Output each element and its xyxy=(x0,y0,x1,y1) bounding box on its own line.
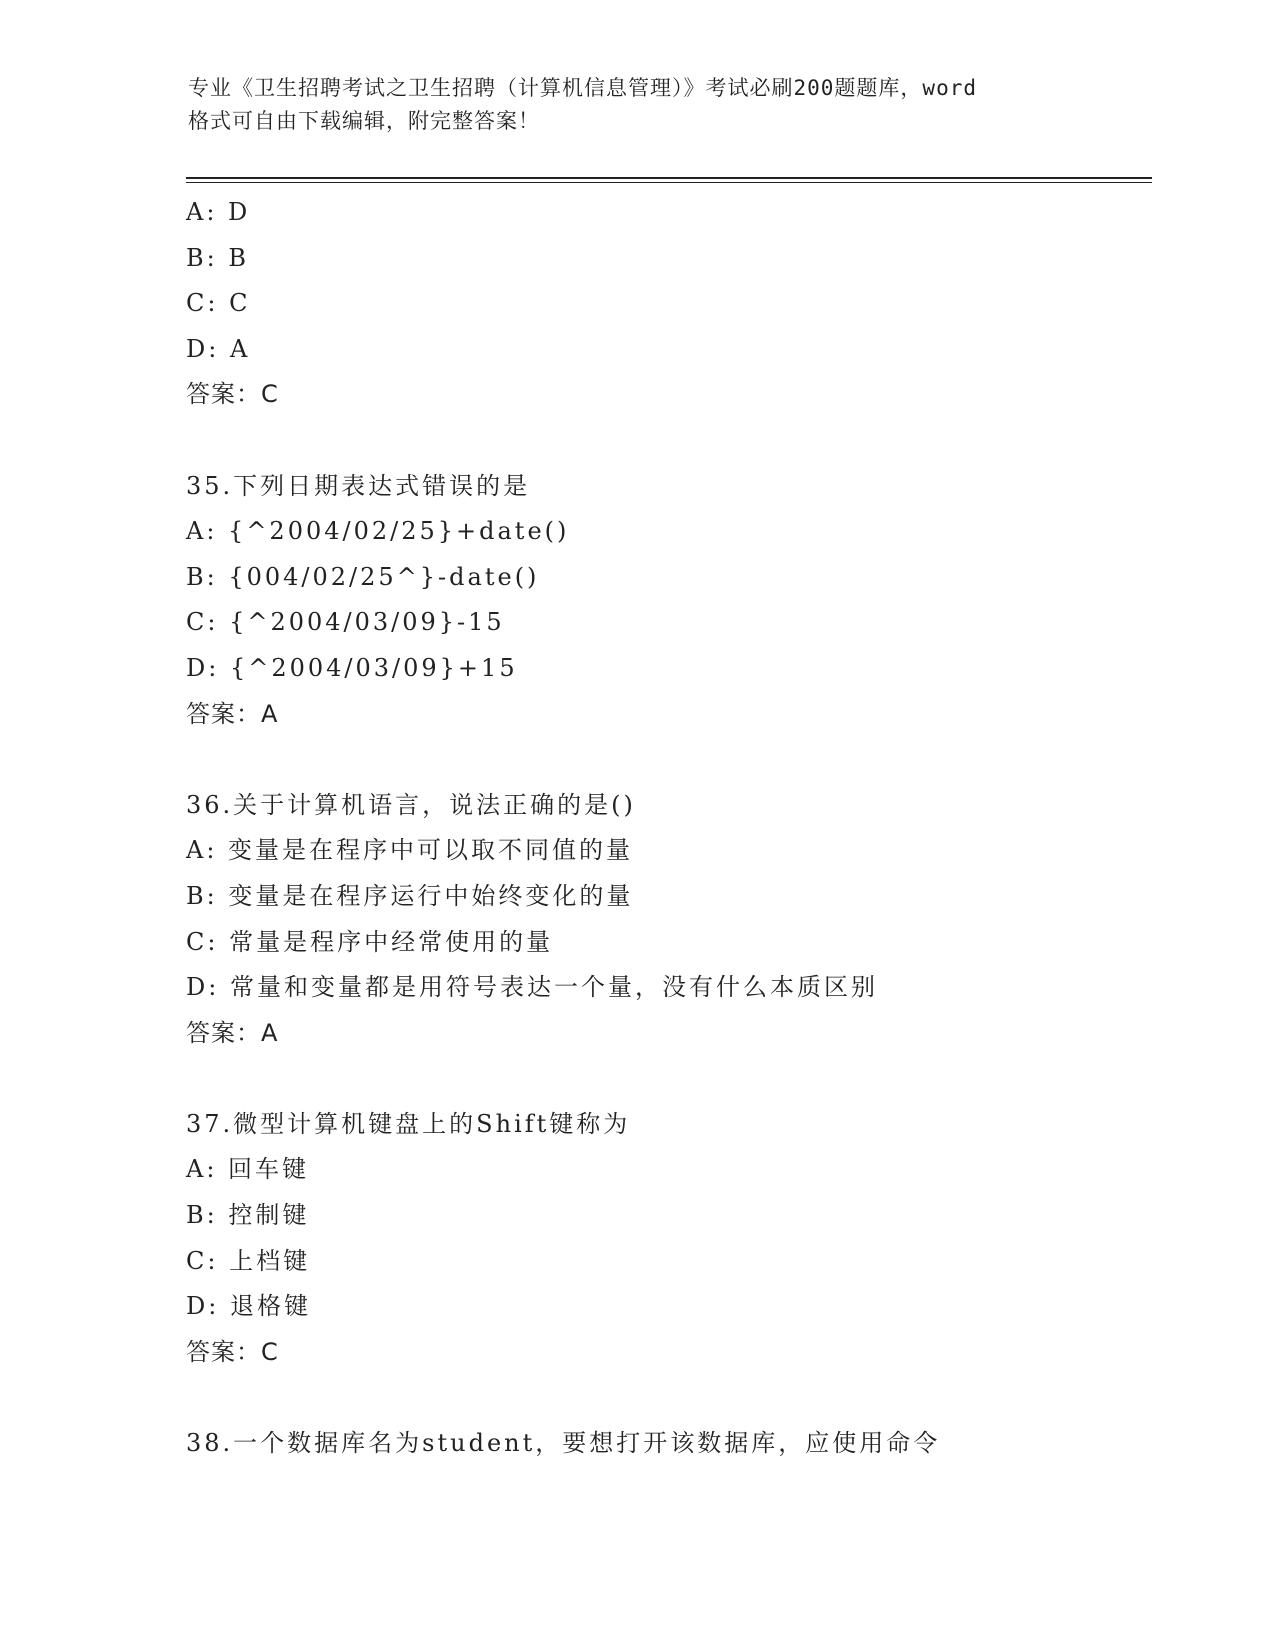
header-line-2: 格式可自由下载编辑，附完整答案！ xyxy=(188,109,540,133)
option-d: D: 常量和变量都是用符号表达一个量，没有什么本质区别 xyxy=(186,973,878,1002)
option-b: B: 变量是在程序运行中始终变化的量 xyxy=(186,881,634,910)
option-d: D: A xyxy=(186,334,251,363)
question-text: 36.关于计算机语言，说法正确的是() xyxy=(186,790,636,819)
header-line-1: 专业《卫生招聘考试之卫生招聘（计算机信息管理）》考试必刷200题题库，word xyxy=(188,76,977,100)
question-block-35 xyxy=(186,464,1152,738)
option-b: B: {004/02/25^}-date() xyxy=(186,562,540,591)
option-c: C: {^2004/03/09}-15 xyxy=(186,608,505,637)
option-c: C: 常量是程序中经常使用的量 xyxy=(186,927,554,956)
option-b: B: 控制键 xyxy=(186,1201,310,1230)
answer-line: 答案：C xyxy=(186,380,279,409)
question-block-34 xyxy=(186,190,1152,418)
header-divider-thick xyxy=(186,177,1152,179)
answer-line: 答案：A xyxy=(186,699,279,728)
answer-line: 答案：C xyxy=(186,1337,279,1366)
option-d: D: 退格键 xyxy=(186,1292,311,1321)
option-a: A: {^2004/02/25}+date() xyxy=(186,517,570,546)
header-divider-thin xyxy=(186,182,1152,183)
option-c: C: 上档键 xyxy=(186,1246,311,1275)
question-text: 37.微型计算机键盘上的Shift键称为 xyxy=(186,1109,631,1138)
question-list xyxy=(186,190,1152,1467)
question-block-36 xyxy=(186,783,1152,1057)
option-b: B: B xyxy=(186,243,249,272)
option-a: A: 回车键 xyxy=(186,1155,310,1184)
document-header xyxy=(188,72,1088,138)
option-c: C: C xyxy=(186,289,251,318)
question-block-38 xyxy=(186,1421,1152,1467)
option-a: A: 变量是在程序中可以取不同值的量 xyxy=(186,836,634,865)
option-a: A: D xyxy=(186,198,251,226)
option-d: D: {^2004/03/09}+15 xyxy=(186,653,518,682)
question-block-37 xyxy=(186,1102,1152,1376)
question-text: 35.下列日期表达式错误的是 xyxy=(186,471,531,500)
answer-line: 答案：A xyxy=(186,1018,279,1047)
question-text: 38.一个数据库名为student，要想打开该数据库，应使用命令 xyxy=(186,1429,941,1458)
